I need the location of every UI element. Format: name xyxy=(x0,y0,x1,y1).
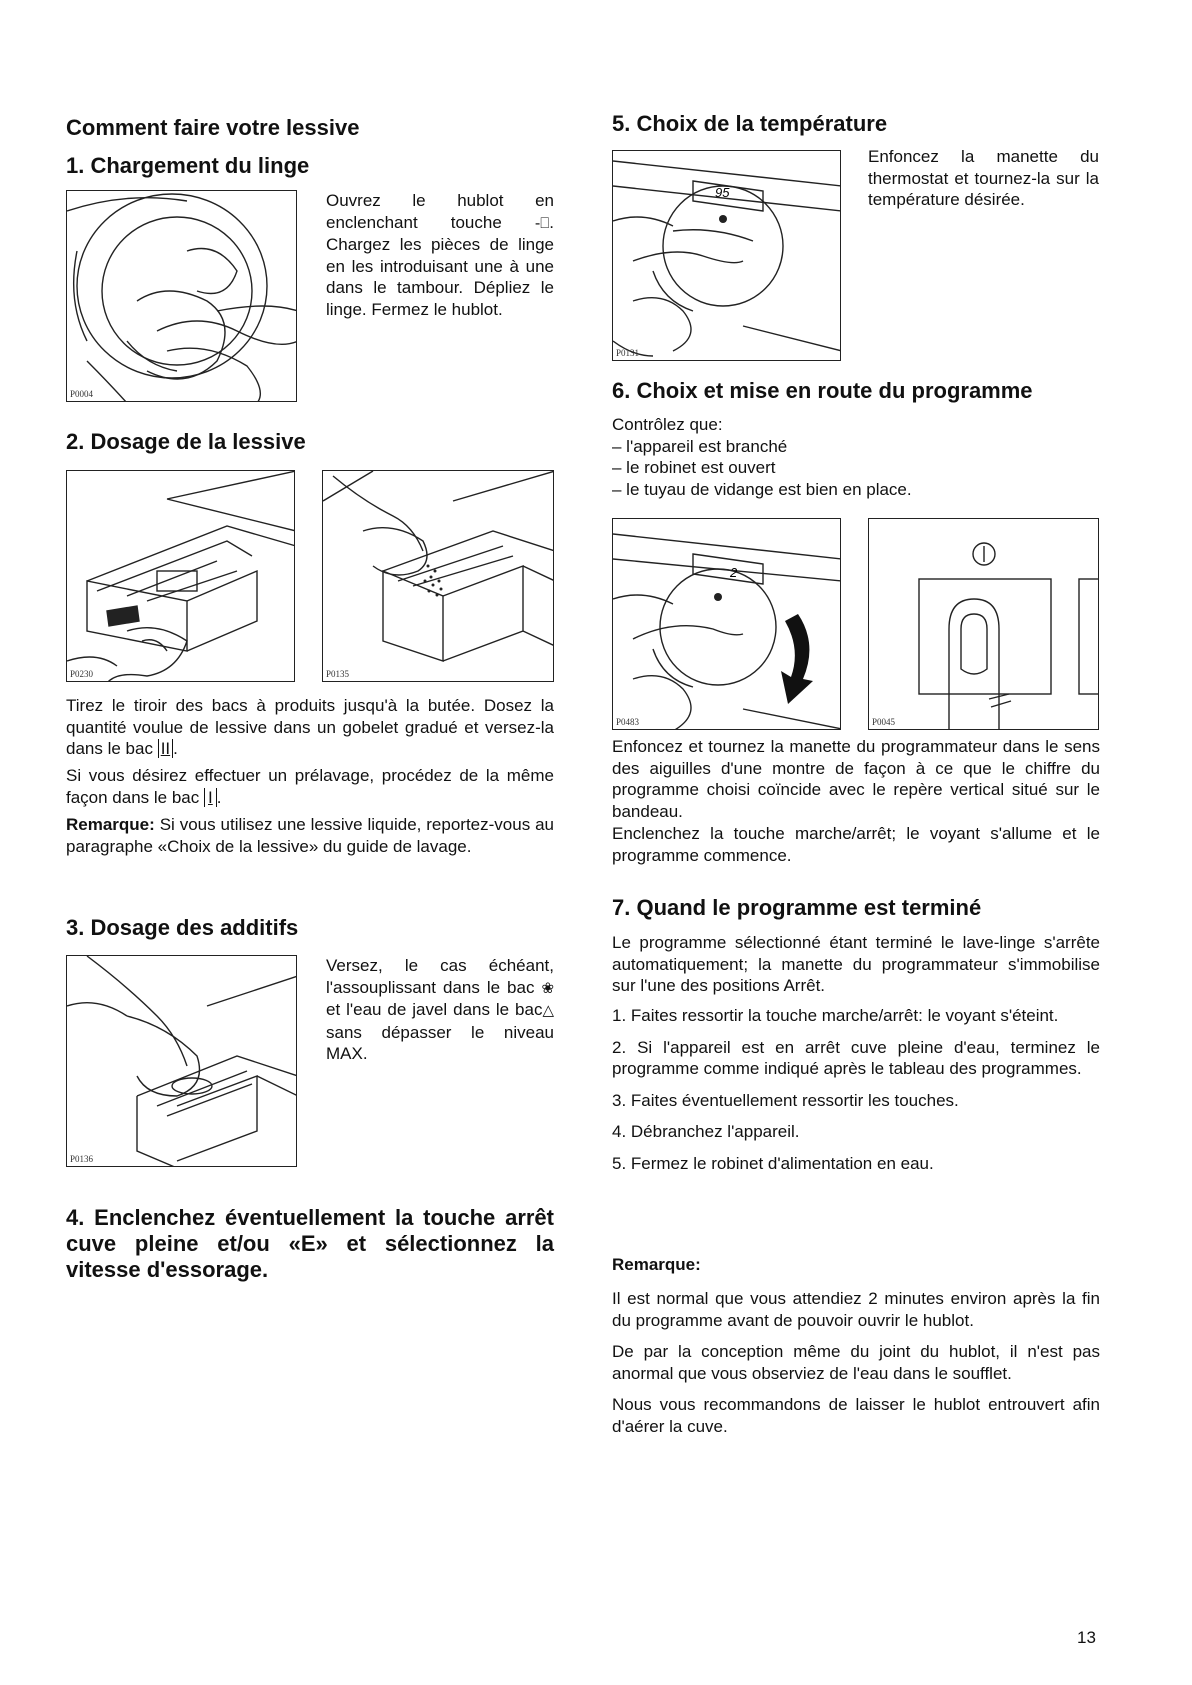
section-3-text-b: et l'eau de javel dans le bac xyxy=(326,1000,543,1019)
figure-code: P0131 xyxy=(616,348,640,358)
section-7-remark-label: Remarque: xyxy=(612,1255,701,1274)
loading-laundry-drawing xyxy=(67,191,297,402)
section-7-intro: Le programme sélectionné étant terminé le lave-linge s'arrête automatiquement; la manette du programmateur s'immobilise sur l'une des positions Arrêt. xyxy=(612,933,1100,995)
figure-code: P0136 xyxy=(70,1154,94,1164)
step-item: 1. Faites ressortir la touche marche/arrêt: le voyant s'éteint. xyxy=(612,1006,1059,1025)
figure-additives xyxy=(66,955,297,1167)
figure-code: P0230 xyxy=(70,669,94,679)
figure-drawer-open xyxy=(66,470,295,682)
section-3-text-a: Versez, le cas échéant, l'assouplissant dans le bac xyxy=(326,956,554,997)
section-2-title: 2. Dosage de la lessive xyxy=(66,429,306,454)
door-key-icon: -⎕ xyxy=(534,213,550,232)
section-3-text xyxy=(326,955,554,1065)
bac-prewash-symbol: I xyxy=(204,788,217,807)
fabric-softener-icon: ❀ xyxy=(541,978,555,997)
section-1-text xyxy=(326,190,554,320)
section-6-checklist xyxy=(612,414,1100,500)
step-item: 5. Fermez le robinet d'alimentation en eau. xyxy=(612,1153,934,1173)
figure-code: P0045 xyxy=(872,717,896,727)
checklist-item: – le robinet est ouvert xyxy=(612,458,776,477)
program-dial-label: 2 xyxy=(730,565,738,580)
additives-drawing xyxy=(67,956,297,1167)
checklist-item: – l'appareil est branché xyxy=(612,436,788,456)
thermostat-knob-drawing xyxy=(613,151,841,361)
page-number: 13 xyxy=(1077,1628,1096,1647)
section-5-text: Enfoncez la manette du thermostat et tournez-la sur la température désirée. xyxy=(868,147,1099,209)
figure-program-knob xyxy=(612,518,841,730)
section-3-title: 3. Dosage des additifs xyxy=(66,915,299,940)
section-2-p1-b: . xyxy=(173,739,178,758)
checklist-item: – le tuyau de vidange est bien en place. xyxy=(612,479,912,499)
step-item: 2. Si l'appareil est en arrêt cuve pleine d'eau, terminez le programme comme indiqué après le tableau des programmes. xyxy=(612,1037,1100,1078)
section-7-remarks xyxy=(612,1288,1100,1447)
section-2-remark xyxy=(66,814,554,857)
section-2-p1-a: Tirez le tiroir des bacs à produits jusqu'à la butée. Dosez la quantité voulue de lessive dans un gobelet gradué et versez-la dans le bac xyxy=(66,696,554,758)
figure-loading-laundry xyxy=(66,190,297,402)
figure-thermostat-knob xyxy=(612,150,841,361)
remark-text: Si vous utilisez une lessive liquide, reportez-vous au paragraphe «Choix de la lessive» du guide de lavage. xyxy=(66,815,554,856)
section-2-paragraph-2 xyxy=(66,765,554,808)
step-item: 3. Faites éventuellement ressortir les touches. xyxy=(612,1090,959,1110)
section-4-title: 4. Enclenchez éventuellement la touche arrêt cuve pleine et/ou «E» et sélectionnez la vitesse d'essorage. xyxy=(66,1205,554,1282)
section-7-steps xyxy=(612,1005,1100,1184)
program-knob-drawing xyxy=(613,519,841,730)
section-1-text-a: Ouvrez le hublot en enclenchant touche xyxy=(326,191,554,232)
section-2-p2-b: . xyxy=(216,787,222,807)
figure-code: P0483 xyxy=(616,717,640,727)
drawer-open-drawing xyxy=(67,471,295,682)
section-6-paragraph-2: Enclenchez la touche marche/arrêt; le voyant s'allume et le programme commence. xyxy=(612,824,1100,865)
section-3-text-c: sans dépasser le niveau MAX. xyxy=(326,1022,554,1063)
section-7-title: 7. Quand le programme est terminé xyxy=(612,895,982,920)
remark-paragraph: De par la conception même du joint du hublot, il n'est pas anormal que vous observiez de l'eau dans le soufflet. xyxy=(612,1342,1100,1383)
section-5-title: 5. Choix de la température xyxy=(612,111,888,136)
figure-code: P0004 xyxy=(70,389,94,399)
pouring-detergent-drawing xyxy=(323,471,554,682)
section-6-paragraph-1: Enfoncez et tournez la manette du programmateur dans le sens des aiguilles d'une montre de façon à ce que le chiffre du programme choisi coïncide avec le repère vertical situé sur le bandeau. xyxy=(612,737,1100,821)
remark-paragraph: Nous vous recommandons de laisser le hublot entrouvert afin d'aérer la cuve. xyxy=(612,1395,1100,1436)
bac-main-wash-symbol: II xyxy=(158,739,173,758)
power-button-drawing xyxy=(869,519,1099,730)
remark-label: Remarque: xyxy=(66,815,155,834)
remark-paragraph: Il est normal que vous attendiez 2 minutes environ après la fin du programme avant de pouvoir ouvrir le hublot. xyxy=(612,1289,1100,1330)
figure-code: P0135 xyxy=(326,669,350,679)
main-title: Comment faire votre lessive xyxy=(66,115,360,140)
section-6-title: 6. Choix et mise en route du programme xyxy=(612,378,1033,403)
step-item: 4. Débranchez l'appareil. xyxy=(612,1122,800,1141)
section-1-text-b: . Chargez les pièces de linge en les introduisant une à une dans le tambour. Dépliez le linge. Fermez le hublot. xyxy=(326,212,554,319)
section-2-p2-a: Si vous désirez effectuer un prélavage, procédez de la même façon dans le bac xyxy=(66,766,554,807)
figure-power-button xyxy=(868,518,1099,730)
thermostat-dial-label: 95 xyxy=(715,185,730,200)
section-1-title: 1. Chargement du linge xyxy=(66,153,310,178)
figure-pouring-detergent xyxy=(322,470,554,682)
bleach-icon: △ xyxy=(542,1001,554,1019)
section-2-paragraph-1 xyxy=(66,695,554,760)
checklist-intro: Contrôlez que: xyxy=(612,415,723,434)
